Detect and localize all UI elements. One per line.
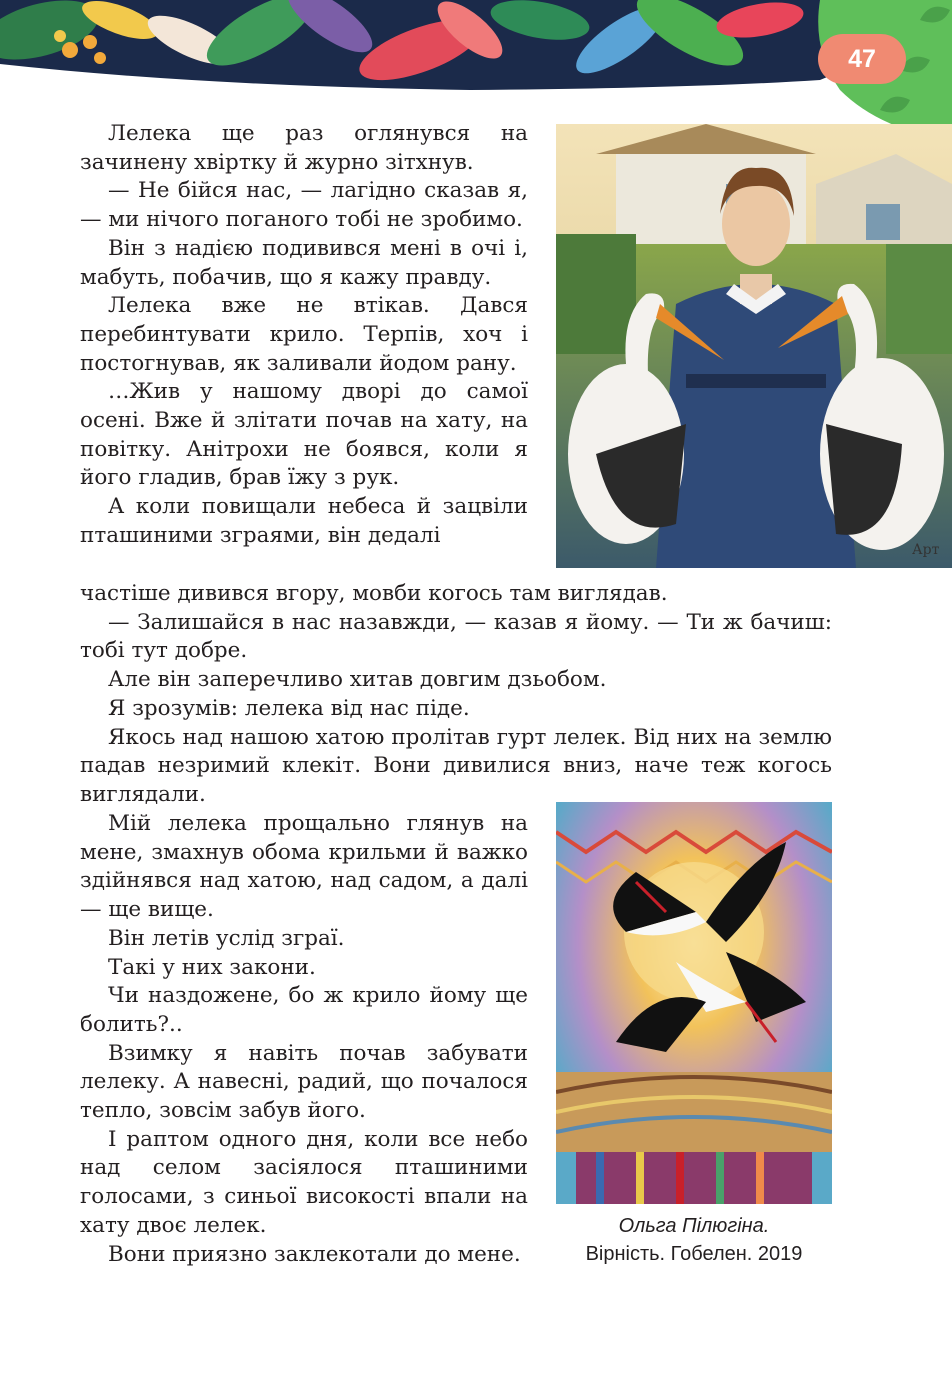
- header-foliage: [0, 0, 952, 140]
- paragraph: Лелека ще раз оглянувся на зачинену хвіртку й журно зітхнув.: [80, 121, 528, 175]
- caption-author: Ольга Пілюгіна.: [618, 1215, 770, 1237]
- paragraph: Якось над нашою хатою пролітав гурт лелек. Від них на землю падав незримий клекіт. Вони дивилися вниз, наче теж когось виглядали.: [80, 724, 832, 807]
- paragraph: частіше дивився вгору, мовби когось там виглядав.: [80, 581, 668, 606]
- illustration-tapestry-storks: [556, 802, 832, 1204]
- paragraph: Він з надією подивився мені в очі і, мабуть, побачив, що я кажу правду.: [80, 235, 528, 290]
- paragraph: Чи наздожене, бо ж крило йому ще болить?..: [80, 983, 528, 1037]
- paragraph: …Жив у нашому дворі до самої осені. Вже й злітати почав на хату, на повітку. Анітрохи не боявся, коли я його гладив, брав їжу з рук.: [80, 379, 528, 491]
- caption-work: Вірність. Гобелен. 2019: [585, 1243, 803, 1265]
- text-column-lower: [80, 810, 528, 1269]
- paragraph: — Залишайся в нас назавжди, — казав я йому. — Ти ж бачиш: тобі тут добре.: [80, 609, 832, 664]
- paragraph: А коли повищали небеса й зацвіли пташиними зграями, він дедалі: [80, 494, 528, 548]
- paragraph: Я зрозумів: лелека від нас піде.: [108, 695, 470, 721]
- paragraph: Такі у них закони.: [108, 954, 316, 980]
- paragraph: Лелека вже не втікав. Дався перебинтувати крило. Терпів, хоч і постогнував, як заливали йодом рану.: [80, 293, 528, 376]
- artist-signature: Арт: [912, 542, 940, 558]
- paragraph: І раптом одного дня, коли все небо над селом засіялося пташиними голосами, з синьої високості впали на хату двоє лелек.: [80, 1126, 528, 1238]
- paragraph: Мій лелека прощально глянув на мене, змахнув обома крильми й важко здійнявся над хатою, над садом, а далі — ще вище.: [80, 811, 528, 923]
- text-full-width: [80, 580, 832, 810]
- paragraph: Вони приязно заклекотали до мене.: [108, 1241, 521, 1267]
- paragraph: — Не бійся нас, — лагідно сказав я, — ми нічого поганого тобі не зробимо.: [80, 178, 528, 233]
- paragraph: Він летів услід зграї.: [108, 925, 345, 951]
- illustration-boy-with-storks: [556, 124, 952, 568]
- paragraph: Взимку я навіть почав забувати лелеку. А навесні, радий, що почалося тепло, зовсім забув його.: [80, 1040, 528, 1124]
- page-number: 47: [848, 44, 876, 73]
- paragraph: Але він заперечливо хитав довгим дзьобом.: [108, 667, 607, 693]
- tapestry-caption: [556, 1212, 832, 1268]
- page-number-badge: [818, 34, 906, 84]
- text-column-upper: [80, 120, 528, 551]
